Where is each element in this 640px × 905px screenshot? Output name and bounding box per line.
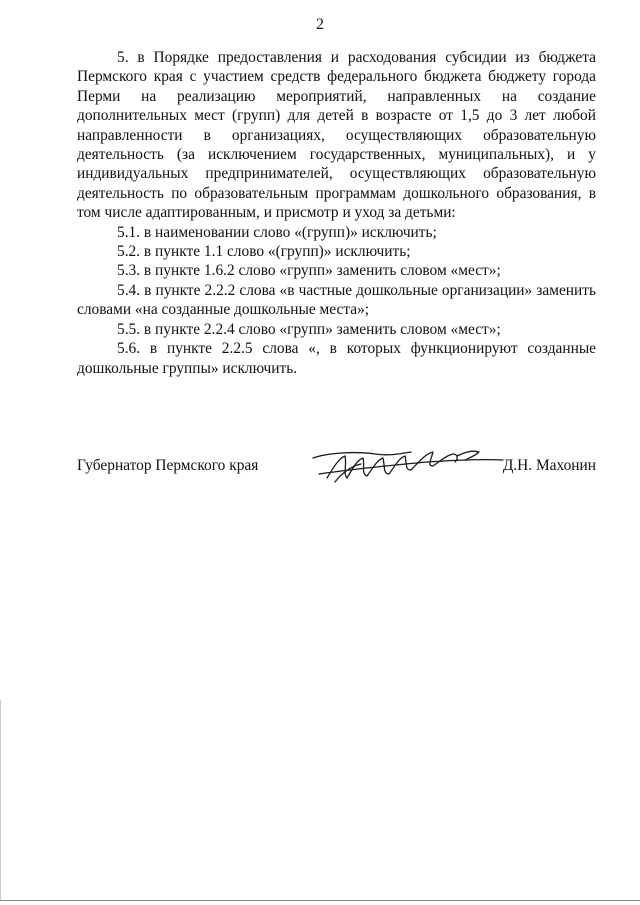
paragraph-5-4: 5.4. в пункте 2.2.2 слова «в частные дошкольные организации» заменить словами «на созданные дошкольные места»; xyxy=(77,281,596,319)
page-number: 2 xyxy=(316,16,324,33)
paragraph-5-2: 5.2. в пункте 1.1 слово «(групп)» исключить; xyxy=(117,243,411,261)
signatory-title: Губернатор Пермского края xyxy=(77,457,259,474)
handwritten-signature xyxy=(307,444,507,486)
paragraph-5-6: 5.6. в пункте 2.2.5 слова «, в которых функционируют созданные дошкольные группы» исключить. xyxy=(77,340,596,377)
paragraph-5-1: 5.1. в наименовании слово «(групп)» исключить; xyxy=(117,223,437,241)
paragraph-5-5: 5.5. в пункте 2.2.4 слово «групп» заменить словом «мест»; xyxy=(117,320,501,338)
paragraph-5-3: 5.3. в пункте 1.6.2 слово «групп» заменить словом «мест»; xyxy=(117,262,501,280)
signature-block xyxy=(77,452,596,492)
page-bottom-edge xyxy=(0,900,640,901)
scan-edge xyxy=(0,700,1,900)
paragraph-5: 5. в Порядке предоставления и расходования субсидии из бюджета Пермского края с участием средств федерального бюджета бюджету города Перми на реализацию мероприятий, направленных на создание дополнительных мест (групп) для детей в возрасте от 1,5 до 3 лет любой направленности в организациях, осуществляющих образовательную деятельность (за исключением государственных, муниципальных), и у индивидуальных предпринимателей, осуществляющих образовательную деятельность по образовательным программам дошкольного образования, в том числе адаптированным, и присмотр и уход за детьми: xyxy=(77,49,596,222)
document-body xyxy=(77,48,596,378)
signatory-name: Д.Н. Махонин xyxy=(502,457,596,474)
